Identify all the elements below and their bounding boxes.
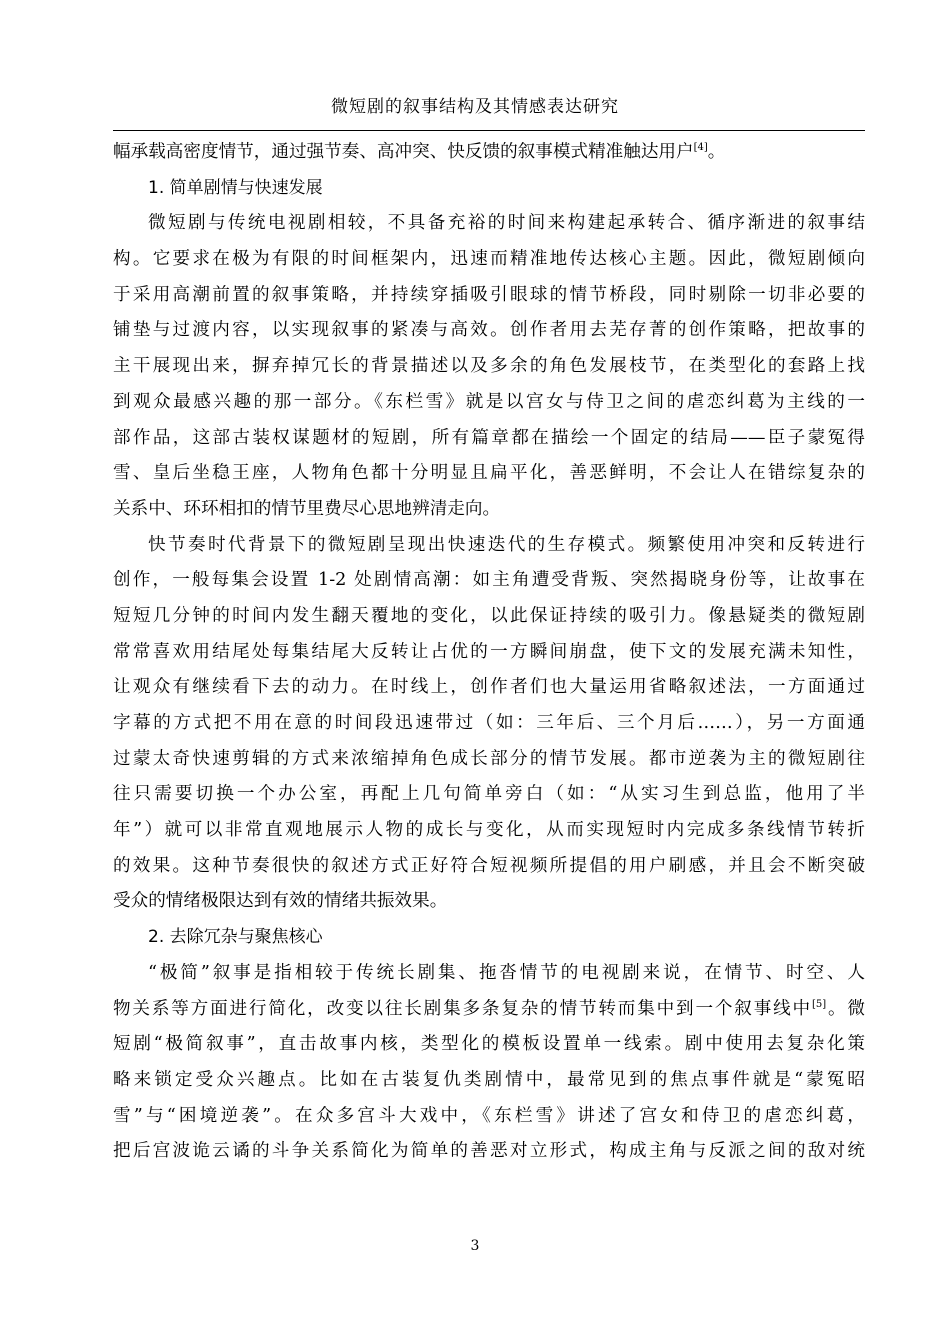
paragraph-line (113, 992, 865, 1028)
intro-line (113, 135, 865, 171)
paragraph-line: 雪”与“困境逆袭”。在众多宫斗大戏中，《东栏雪》讲述了宫女和侍卫的虐恋纠葛， (113, 1105, 865, 1126)
paragraph-line: 构。它要求在极为有限的时间框架内，迅速而精准地传达核心主题。因此，微短剧倾向 (113, 249, 865, 270)
paragraph-line: 雪、皇后坐稳王座，人物角色都十分明显且扁平化，善恶鲜明，不会让人在错综复杂的 (113, 463, 865, 484)
paragraph-line: “极简”叙事是指相较于传统长剧集、拖沓情节的电视剧来说，在情节、时空、人 (148, 962, 865, 983)
paragraph-line: 把后宫波诡云谲的斗争关系简化为简单的善恶对立形式，构成主角与反派之间的敌对统 (113, 1141, 865, 1162)
paragraph-line: 创作，一般每集会设置 1-2 处剧情高潮：如主角遭受背叛、突然揭晓身份等，让故事在 (113, 570, 865, 591)
paragraph-line: 微短剧与传统电视剧相较，不具备充裕的时间来构建起承转合、循序渐进的叙事结 (148, 213, 865, 234)
header-rule (113, 130, 865, 131)
paragraph-line: 往只需要切换一个办公室，再配上几句简单旁白（如：“从实习生到总监，他用了半 (113, 784, 865, 805)
citation-ref: [4] (693, 142, 708, 154)
paragraph-line: 受众的情绪极限达到有效的情绪共振效果。 (113, 891, 448, 912)
paragraph-line: 短短几分钟的时间内发生翻天覆地的变化，以此保证持续的吸引力。像悬疑类的微短剧 (113, 605, 865, 626)
paragraph-line: 铺垫与过渡内容，以实现叙事的紧凑与高效。创作者用去芜存菁的创作策略，把故事的 (113, 320, 865, 341)
intro-tail: 。 (707, 142, 726, 162)
paragraph-line: 略来锁定受众兴趣点。比如在古装复仇类剧情中，最常见到的焦点事件就是“蒙冤昭 (113, 1069, 865, 1090)
running-header: 微短剧的叙事结构及其情感表达研究 (331, 97, 619, 117)
paragraph-line: 于采用高潮前置的叙事策略，并持续穿插吸引眼球的情节桥段，同时剔除一切非必要的 (113, 284, 865, 305)
paragraph-line: 部作品，这部古装权谋题材的短剧，所有篇章都在描绘一个固定的结局——臣子蒙冤得 (113, 427, 865, 448)
paragraph-line: 快节奏时代背景下的微短剧呈现出快速迭代的生存模式。频繁使用冲突和反转进行 (148, 534, 865, 555)
document-body (113, 135, 865, 1170)
paragraph-line: 到观众最感兴趣的那一部分。《东栏雪》就是以宫女与侍卫之间的虐恋纠葛为主线的一 (113, 391, 865, 412)
paragraph-line: 过蒙太奇快速剪辑的方式来浓缩掉角色成长部分的情节发展。都市逆袭为主的微短剧往 (113, 748, 865, 769)
paragraph-text: 物关系等方面进行简化，改变以往长剧集多条复杂的情节转而集中到一个叙事线中 (113, 998, 812, 1019)
paragraph-line: 的效果。这种节奏很快的叙述方式正好符合短视频所提倡的用户刷感，并且会不断突破 (113, 855, 865, 876)
intro-text: 幅承载高密度情节，通过强节奏、高冲突、快反馈的叙事模式精准触达用户 (113, 142, 694, 162)
section-heading-2: 2. 去除冗杂与聚焦核心 (148, 927, 323, 948)
paragraph-tail: 。微 (826, 998, 865, 1019)
paragraph-line: 让观众有继续看下去的动力。在时线上，创作者们也大量运用省略叙述法，一方面通过 (113, 677, 865, 698)
paragraph-line: 常常喜欢用结尾处每集结尾大反转让占优的一方瞬间崩盘，使下文的发展充满未知性， (113, 641, 865, 662)
citation-ref: [5] (811, 998, 827, 1010)
paragraph-line: 年”）就可以非常直观地展示人物的成长与变化，从而实现短时内完成多条线情节转折 (113, 820, 865, 841)
paragraph-line: 字幕的方式把不用在意的时间段迅速带过（如：三年后、三个月后……），另一方面通 (113, 713, 865, 733)
page-number: 3 (470, 1238, 480, 1254)
paragraph-line: 关系中、环环相扣的情节里费尽心思地辨清走向。 (113, 498, 501, 519)
paragraph-line: 主干展现出来，摒弃掉冗长的背景描述以及多余的角色发展枝节，在类型化的套路上找 (113, 356, 865, 377)
paragraph-line: 短剧“极简叙事”，直击故事内核，类型化的模板设置单一线索。剧中使用去复杂化策 (113, 1034, 865, 1055)
section-heading-1: 1. 简单剧情与快速发展 (148, 177, 323, 198)
